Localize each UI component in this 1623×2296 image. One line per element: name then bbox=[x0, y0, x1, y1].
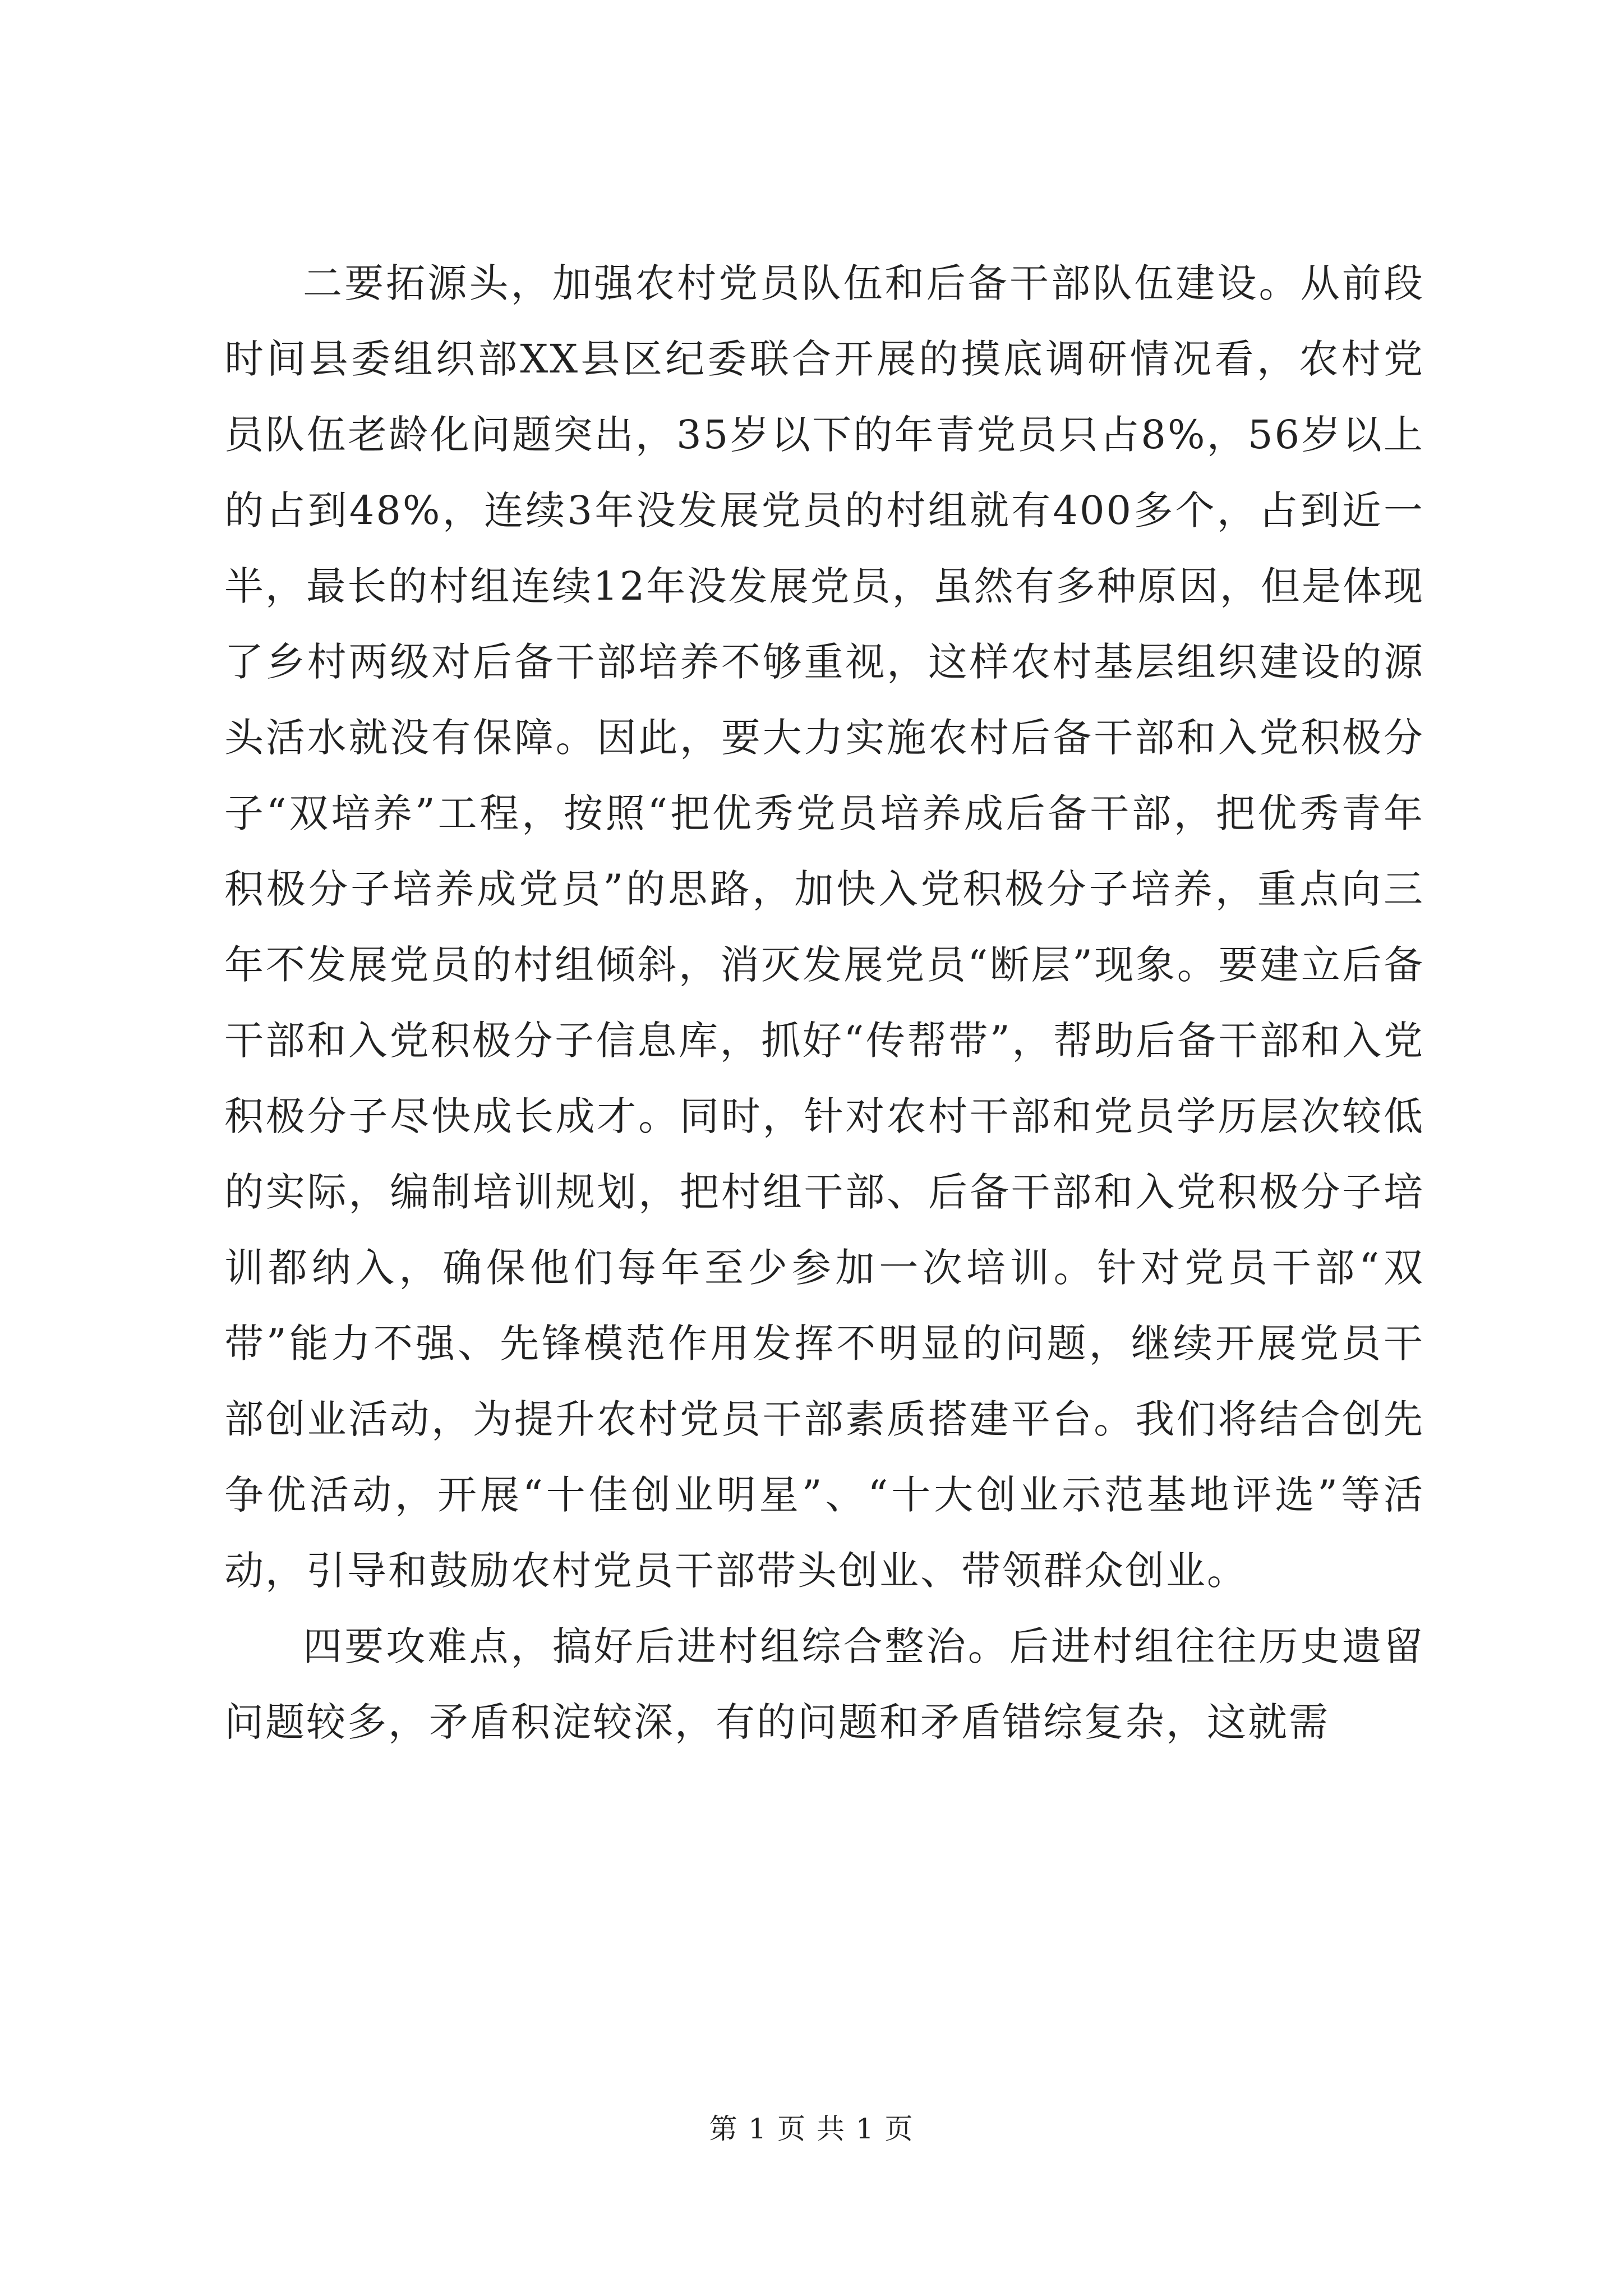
document-body bbox=[224, 246, 1424, 1760]
paragraph-backward-villages: 四要攻难点，搞好后进村组综合整治。后进村组往往历史遗留问题较多，矛盾积淀较深，有的问题和矛盾错综复杂，这就需 bbox=[224, 1623, 1424, 1745]
paragraph-party-member-training: 二要拓源头，加强农村党员队伍和后备干部队伍建设。从前段时间县委组织部XX县区纪委联合开展的摸底调研情况看，农村党员队伍老龄化问题突出，35岁以下的年青党员只占8%，56岁以上的占到48%，连续3年没发展党员的村组就有400多个，占到近一半，最长的村组连续12年没发展党员，虽然有多种原因，但是体现了乡村两级对后备干部培养不够重视，这样农村基层组织建设的源头活水就没有保障。因此，要大力实施农村后备干部和入党积极分子“双培养”工程，按照“把优秀党员培养成后备干部，把优秀青年积极分子培养成党员”的思路，加快入党积极分子培养，重点向三年不发展党员的村组倾斜，消灭发展党员“断层”现象。要建立后备干部和入党积极分子信息库，抓好“传帮带”，帮助后备干部和入党积极分子尽快成长成才。同时，针对农村干部和党员学历层次较低的实际，编制培训规划，把村组干部、后备干部和入党积极分子培训都纳入，确保他们每年至少参加一次培训。针对党员干部“双带”能力不强、先锋模范作用发挥不明显的问题，继续开展党员干部创业活动，为提升农村党员干部素质搭建平台。我们将结合创先争优活动，开展“十佳创业明星”、“十大创业示范基地评选”等活动，引导和鼓励农村党员干部带头创业、带领群众创业。 bbox=[224, 260, 1424, 1594]
page-footer: 第 1 页 共 1 页 bbox=[709, 2113, 914, 2145]
